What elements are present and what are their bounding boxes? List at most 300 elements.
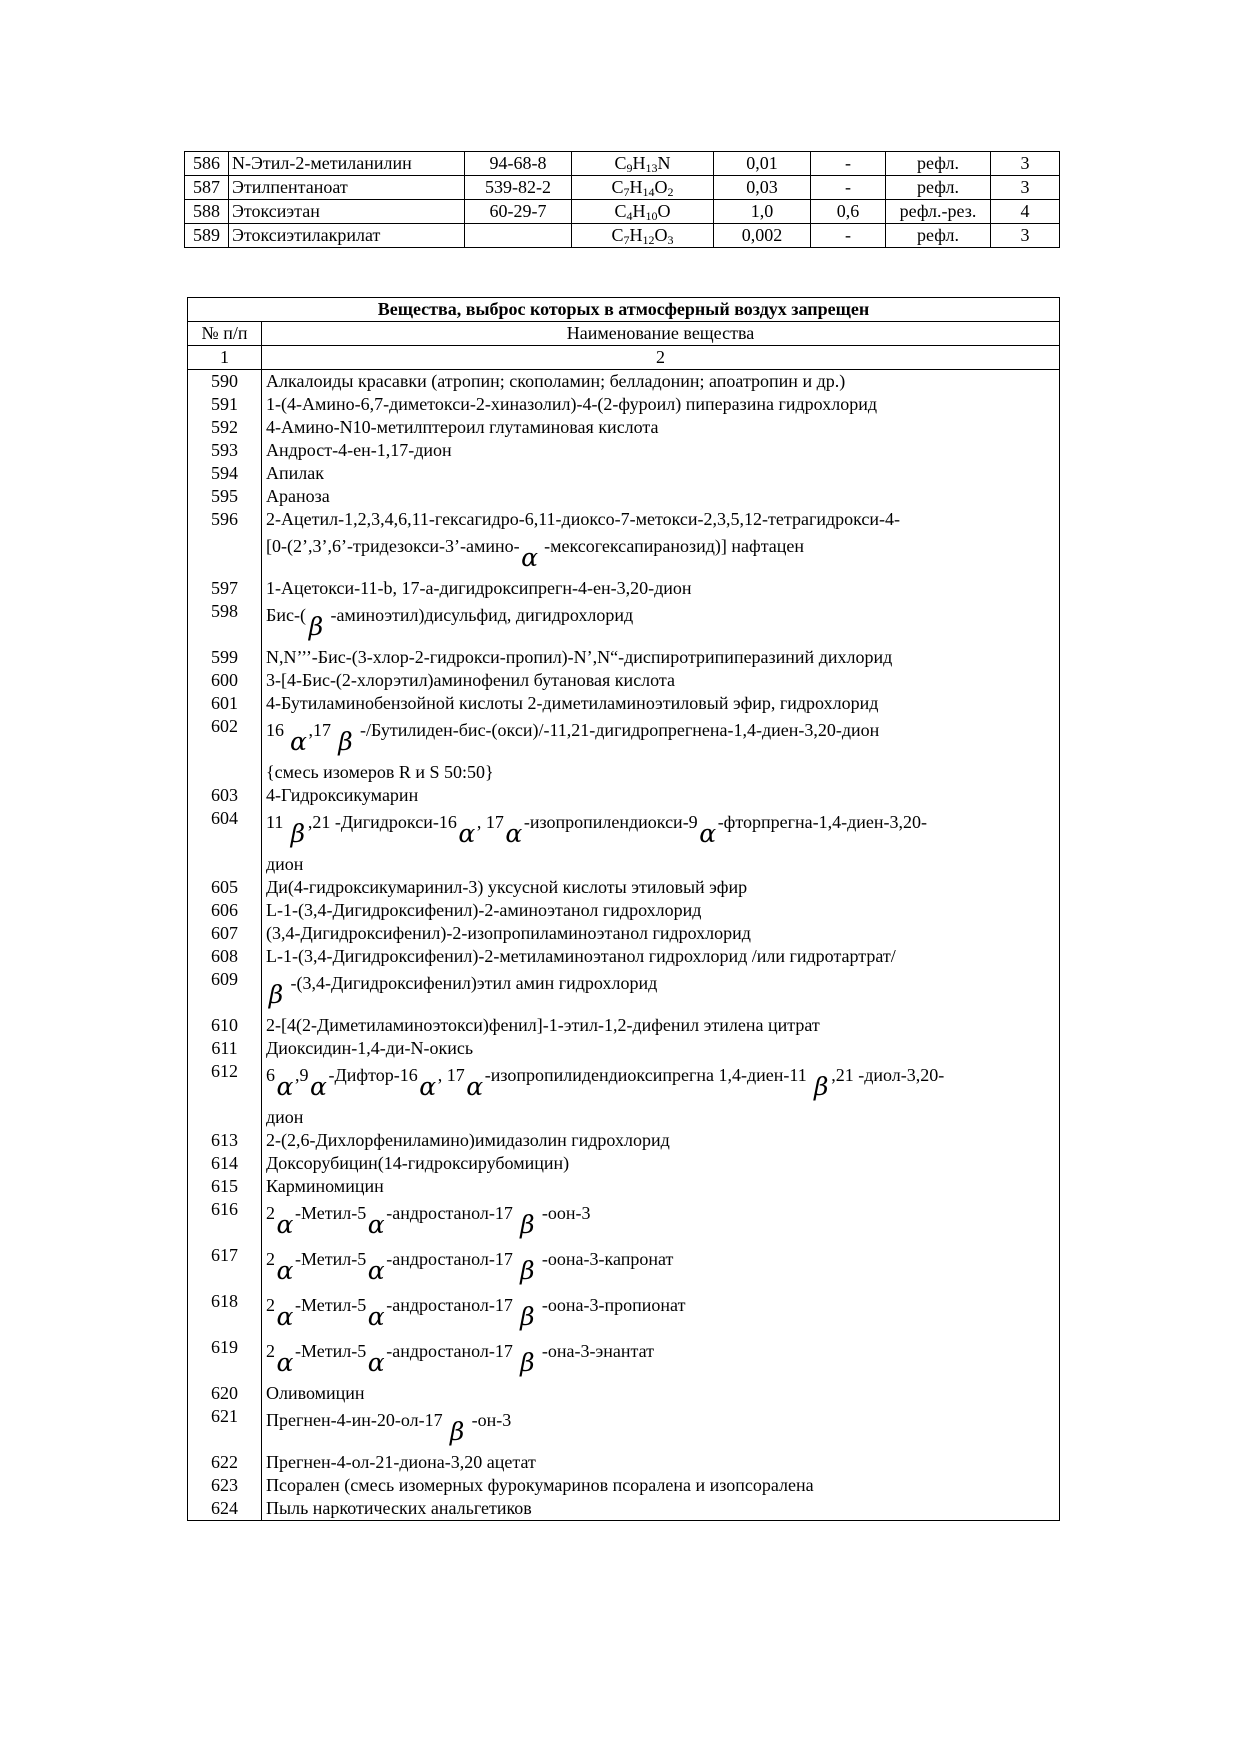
row-number: 603 (188, 784, 262, 807)
table-row (188, 485, 1060, 508)
substance-name (262, 439, 1060, 462)
name-line (266, 853, 1059, 876)
value-1: 0,03 (714, 176, 811, 200)
name-text: 1-Ацетокси-11-b, 17-а-дигидроксипрегн-4-ен-3,20-дион (266, 578, 692, 598)
row-number: 586 (185, 152, 229, 176)
formula-element: O (654, 225, 668, 245)
alpha-symbol: α (367, 1302, 385, 1331)
row-number: 592 (188, 416, 262, 439)
name-line (266, 531, 1059, 572)
beta-symbol: β (520, 1348, 535, 1377)
name-line (266, 1060, 1059, 1101)
name-text: (3,4-Дигидроксифенил)-2-изопропиламиноэтанол гидрохлорид (266, 923, 751, 943)
value-2: 0,6 (811, 200, 886, 224)
formula-element: N (657, 153, 671, 173)
formula-subscript: 9 (626, 161, 633, 175)
table-row (188, 1405, 1060, 1451)
beta-symbol: β (520, 1210, 535, 1239)
row-number: 619 (188, 1336, 262, 1382)
row-number: 623 (188, 1474, 262, 1497)
cas-number: 94-68-8 (465, 152, 572, 176)
substance-name (262, 1014, 1060, 1037)
table-row (188, 416, 1060, 439)
chemical-formula (572, 176, 714, 200)
value-2: - (811, 176, 886, 200)
substance-name (262, 784, 1060, 807)
alpha-symbol: α (458, 819, 476, 848)
name-text: ,9 (295, 1065, 309, 1085)
alpha-symbol: α (290, 727, 307, 756)
column-header-name: Наименование вещества (262, 322, 1060, 346)
column-index-number: 1 (188, 346, 262, 370)
name-line (266, 646, 1059, 669)
table-row (188, 600, 1060, 646)
name-text: 11 (266, 812, 288, 832)
name-line (266, 807, 1059, 848)
name-text: дион (266, 854, 304, 874)
name-text: -мексогексапиранозид)] нафтацен (539, 536, 805, 556)
row-number: 598 (188, 600, 262, 646)
prohibited-substances-table (187, 297, 1060, 1521)
table-row (188, 462, 1060, 485)
row-number: 620 (188, 1382, 262, 1405)
name-text: 1-(4-Амино-6,7-диметокси-2-хиназолил)-4-(2-фуроил) пиперазина гидрохлорид (266, 394, 877, 414)
name-text: Андрост-4-ен-1,17-дион (266, 440, 452, 460)
name-text: -оона-3-капронат (537, 1249, 674, 1269)
substance-name (262, 1336, 1060, 1382)
table-row (188, 439, 1060, 462)
row-number: 608 (188, 945, 262, 968)
name-text: -она-3-энантат (537, 1341, 654, 1361)
row-number: 609 (188, 968, 262, 1014)
row-number: 615 (188, 1175, 262, 1198)
row-number: 601 (188, 692, 262, 715)
value-2: - (811, 152, 886, 176)
name-line (266, 462, 1059, 485)
name-text: ,21 -диол-3,20- (831, 1065, 945, 1085)
alpha-symbol: α (276, 1348, 294, 1377)
name-line (266, 1451, 1059, 1474)
hazard-class: 3 (991, 152, 1060, 176)
name-text: дион (266, 1107, 304, 1127)
substance-name (262, 1382, 1060, 1405)
row-number: 622 (188, 1451, 262, 1474)
row-number: 610 (188, 1014, 262, 1037)
name-line (266, 876, 1059, 899)
substance-name (262, 945, 1060, 968)
table-row (188, 1060, 1060, 1129)
formula-element: O (654, 177, 668, 197)
substance-name (262, 1198, 1060, 1244)
name-line (266, 1198, 1059, 1239)
name-line (266, 1382, 1059, 1405)
name-text: Прегнен-4-ол-21-диона-3,20 ацетат (266, 1452, 536, 1472)
alpha-symbol: α (419, 1072, 437, 1101)
name-text: -андростанол-17 (386, 1341, 518, 1361)
hazard-class: 3 (991, 176, 1060, 200)
hazard-class: 4 (991, 200, 1060, 224)
name-line (266, 1405, 1059, 1446)
name-text: {смесь изомеров R и S 50:50} (266, 762, 494, 782)
beta-symbol: β (338, 727, 353, 756)
name-text: -(3,4-Дигидроксифенил)этил амин гидрохлорид (286, 973, 658, 993)
table-row (188, 968, 1060, 1014)
table-row (188, 1152, 1060, 1175)
alpha-symbol: α (367, 1210, 385, 1239)
table-row (188, 577, 1060, 600)
row-number: 616 (188, 1198, 262, 1244)
beta-symbol: β (268, 980, 284, 1009)
formula-element: C (614, 201, 627, 221)
name-line (266, 439, 1059, 462)
name-line (266, 922, 1059, 945)
formula-subscript: 4 (626, 209, 633, 223)
substance-name (262, 692, 1060, 715)
table-row (188, 370, 1060, 394)
row-number: 624 (188, 1497, 262, 1521)
name-text: -Метил-5 (295, 1341, 367, 1361)
substance-name (262, 876, 1060, 899)
name-line (266, 1152, 1059, 1175)
row-number: 605 (188, 876, 262, 899)
name-line (266, 738, 1059, 761)
name-line (266, 1014, 1059, 1037)
chemical-formula (572, 152, 714, 176)
value-1: 0,002 (714, 224, 811, 248)
substance-name (262, 715, 1060, 784)
row-number: 611 (188, 1037, 262, 1060)
name-line (266, 1290, 1059, 1331)
name-line (266, 761, 1059, 784)
alpha-symbol: α (276, 1210, 294, 1239)
alpha-symbol: α (367, 1256, 385, 1285)
substance-name (262, 393, 1060, 416)
name-line (266, 1497, 1059, 1520)
name-line (266, 784, 1059, 807)
substance-name: Этилпентаноат (229, 176, 465, 200)
cas-number: 539-82-2 (465, 176, 572, 200)
row-number: 606 (188, 899, 262, 922)
alpha-symbol: α (521, 543, 539, 572)
table-row (188, 1290, 1060, 1336)
name-text: -он-3 (467, 1410, 512, 1430)
table-row (188, 1198, 1060, 1244)
name-text: N,N’’’-Бис-(3-хлор-2-гидрокси-пропил)-N’,N“-диспиротрипиперазиний дихлорид (266, 647, 893, 667)
name-text: ,21 -Дигидрокси-16 (307, 812, 457, 832)
substance-name (262, 899, 1060, 922)
table-row (188, 508, 1060, 577)
name-text: 4-Гидроксикумарин (266, 785, 419, 805)
row-number: 590 (188, 370, 262, 394)
name-text: 2-[4(2-Диметиламиноэтокси)фенил]-1-этил-1,2-дифенил этилена цитрат (266, 1015, 820, 1035)
substance-name (262, 669, 1060, 692)
formula-subscript: 7 (623, 185, 630, 199)
name-line (266, 393, 1059, 416)
column-header-number: № п/п (188, 322, 262, 346)
formula-subscript: 10 (645, 209, 658, 223)
name-text: 2 (266, 1203, 275, 1223)
name-text: 16 (266, 720, 289, 740)
row-number: 589 (185, 224, 229, 248)
table-row (188, 393, 1060, 416)
name-text: 2-Ацетил-1,2,3,4,6,11-гексагидро-6,11-диоксо-7-метокси-2,3,5,12-тетрагидрокси-4- (266, 509, 901, 529)
name-text: -фторпрегна-1,4-диен-3,20- (717, 812, 927, 832)
formula-subscript: 7 (623, 233, 630, 247)
name-text: -андростанол-17 (386, 1249, 518, 1269)
formula-subscript: 12 (642, 233, 655, 247)
name-text: Ди(4-гидроксикумаринил-3) уксусной кислоты этиловый эфир (266, 877, 748, 897)
method: рефл. (886, 152, 991, 176)
name-line (266, 945, 1059, 968)
name-text: Пыль наркотических анальгетиков (266, 1498, 532, 1518)
name-text: -Метил-5 (295, 1203, 367, 1223)
name-line (266, 508, 1059, 531)
formula-subscript: 2 (667, 185, 674, 199)
name-text: -аминоэтил)дисульфид, дигидрохлорид (325, 605, 634, 625)
row-number: 596 (188, 508, 262, 577)
formula-element: C (611, 177, 624, 197)
table-row (188, 807, 1060, 876)
beta-symbol: β (308, 612, 324, 641)
substance-name (262, 1290, 1060, 1336)
row-number: 594 (188, 462, 262, 485)
formula-element: C (611, 225, 624, 245)
table-row (188, 1129, 1060, 1152)
name-line (266, 1083, 1059, 1106)
row-number: 599 (188, 646, 262, 669)
name-line (266, 692, 1059, 715)
name-line (266, 899, 1059, 922)
emissions-table (184, 151, 1060, 248)
name-text: -андростанол-17 (386, 1295, 518, 1315)
substance-name (262, 1152, 1060, 1175)
name-text: [0-(2’,3’,6’-тридезокси-3’-амино- (266, 536, 520, 556)
row-number: 607 (188, 922, 262, 945)
alpha-symbol: α (505, 819, 523, 848)
substance-name (262, 508, 1060, 577)
name-text: 6 (266, 1065, 275, 1085)
name-text: -оона-3-пропионат (537, 1295, 686, 1315)
name-text: , 17 (437, 1065, 465, 1085)
row-number: 588 (185, 200, 229, 224)
beta-symbol: β (449, 1417, 465, 1446)
formula-element: H (632, 153, 646, 173)
formula-element: H (629, 177, 643, 197)
alpha-symbol: α (367, 1348, 385, 1377)
substance-name (262, 1244, 1060, 1290)
table-row (188, 1451, 1060, 1474)
name-line (266, 669, 1059, 692)
formula-subscript: 13 (645, 161, 658, 175)
name-text: -изопропилендиокси-9 (523, 812, 698, 832)
row-number: 597 (188, 577, 262, 600)
table-row (188, 692, 1060, 715)
value-1: 1,0 (714, 200, 811, 224)
value-2: - (811, 224, 886, 248)
name-text: Доксорубицин(14-гидроксирубомицин) (266, 1153, 570, 1173)
table-row (188, 784, 1060, 807)
row-number: 587 (185, 176, 229, 200)
table-row (188, 945, 1060, 968)
substance-name: N-Этил-2-метиланилин (229, 152, 465, 176)
substance-name (262, 646, 1060, 669)
name-text: , 17 (476, 812, 504, 832)
name-line (266, 1037, 1059, 1060)
substance-name (262, 600, 1060, 646)
alpha-symbol: α (276, 1302, 294, 1331)
row-number: 621 (188, 1405, 262, 1451)
name-text: Бис-( (266, 605, 306, 625)
formula-subscript: 14 (642, 185, 655, 199)
name-text: -Метил-5 (295, 1295, 367, 1315)
table-row (188, 1244, 1060, 1290)
row-number: 604 (188, 807, 262, 876)
name-text: 4-Амино-N10-метилптероил глутаминовая кислота (266, 417, 659, 437)
name-text: -/Бутилиден-бис-(окси)/-11,21-дигидропрегнена-1,4-диен-3,20-дион (355, 720, 880, 740)
name-text: -оон-3 (537, 1203, 591, 1223)
method: рефл. (886, 224, 991, 248)
name-text: 2 (266, 1341, 275, 1361)
name-text: -изопропилидендиоксипрегна 1,4-диен-11 (484, 1065, 812, 1085)
substance-name (262, 922, 1060, 945)
table-row (188, 669, 1060, 692)
beta-symbol: β (813, 1072, 829, 1101)
name-line (266, 416, 1059, 439)
name-text: 2 (266, 1249, 275, 1269)
table-row (188, 646, 1060, 669)
row-number: 593 (188, 439, 262, 462)
table-row (188, 1014, 1060, 1037)
table-row (188, 1175, 1060, 1198)
name-line (266, 1244, 1059, 1285)
chemical-formula (572, 224, 714, 248)
table-row (188, 876, 1060, 899)
chemical-formula (572, 200, 714, 224)
formula-subscript: 3 (667, 233, 674, 247)
table-row (185, 152, 1060, 176)
name-text: 2-(2,6-Дихлорфениламино)имидазолин гидрохлорид (266, 1130, 670, 1150)
table-title: Вещества, выброс которых в атмосферный воздух запрещен (188, 298, 1060, 322)
formula-element: O (657, 201, 671, 221)
alpha-symbol: α (310, 1072, 327, 1101)
name-line (266, 1106, 1059, 1129)
substance-name (262, 1474, 1060, 1497)
name-line (266, 1175, 1059, 1198)
cas-number: 60-29-7 (465, 200, 572, 224)
name-text: -Дифтор-16 (328, 1065, 418, 1085)
name-text: Прегнен-4-ин-20-ол-17 (266, 1410, 448, 1430)
substance-name (262, 1451, 1060, 1474)
name-line (266, 968, 1059, 1009)
alpha-symbol: α (276, 1072, 294, 1101)
table-row (188, 715, 1060, 784)
row-number: 612 (188, 1060, 262, 1129)
table-row (188, 899, 1060, 922)
name-text: Апилак (266, 463, 324, 483)
row-number: 602 (188, 715, 262, 784)
name-line (266, 1336, 1059, 1377)
substance-name: Этоксиэтан (229, 200, 465, 224)
table-row (185, 176, 1060, 200)
alpha-symbol: α (466, 1072, 484, 1101)
name-text: Диоксидин-1,4-ди-N-окись (266, 1038, 474, 1058)
table-row (188, 922, 1060, 945)
row-number: 614 (188, 1152, 262, 1175)
table-row (185, 224, 1060, 248)
row-number: 613 (188, 1129, 262, 1152)
name-text: Алкалоиды красавки (атропин; скополамин; белладонин; апоатропин и др.) (266, 371, 846, 391)
alpha-symbol: α (699, 819, 717, 848)
name-text: 3-[4-Бис-(2-хлорэтил)аминофенил бутановая кислота (266, 670, 675, 690)
name-line (266, 715, 1059, 756)
substance-name (262, 577, 1060, 600)
table-row (188, 1037, 1060, 1060)
method: рефл. (886, 176, 991, 200)
name-text: Карминомицин (266, 1176, 384, 1196)
name-line (266, 577, 1059, 600)
name-text: -андростанол-17 (386, 1203, 518, 1223)
table-row (188, 1382, 1060, 1405)
substance-name (262, 416, 1060, 439)
substance-name (262, 968, 1060, 1014)
substance-name (262, 462, 1060, 485)
name-text: ,17 (308, 720, 336, 740)
name-line (266, 370, 1059, 393)
table-row (185, 200, 1060, 224)
beta-symbol: β (290, 819, 306, 848)
name-line (266, 485, 1059, 508)
substance-name (262, 370, 1060, 394)
name-text: L-1-(3,4-Дигидроксифенил)-2-аминоэтанол гидрохлорид (266, 900, 702, 920)
substance-name (262, 1405, 1060, 1451)
beta-symbol: β (520, 1302, 535, 1331)
value-1: 0,01 (714, 152, 811, 176)
table-row (188, 1336, 1060, 1382)
formula-element: H (629, 225, 643, 245)
name-text: L-1-(3,4-Дигидроксифенил)-2-метиламиноэтанол гидрохлорид /или гидротартрат/ (266, 946, 896, 966)
substance-name (262, 807, 1060, 876)
substance-name (262, 1060, 1060, 1129)
substance-name (262, 1175, 1060, 1198)
name-text: -Метил-5 (295, 1249, 367, 1269)
name-line (266, 830, 1059, 853)
method: рефл.-рез. (886, 200, 991, 224)
substance-name (262, 1037, 1060, 1060)
hazard-class: 3 (991, 224, 1060, 248)
column-index-name: 2 (262, 346, 1060, 370)
name-text: 2 (266, 1295, 275, 1315)
name-text: Оливомицин (266, 1383, 365, 1403)
name-text: Араноза (266, 486, 330, 506)
row-number: 617 (188, 1244, 262, 1290)
row-number: 595 (188, 485, 262, 508)
row-number: 591 (188, 393, 262, 416)
substance-name (262, 485, 1060, 508)
row-number: 618 (188, 1290, 262, 1336)
cas-number (465, 224, 572, 248)
substance-name (262, 1497, 1060, 1521)
table-row (188, 1497, 1060, 1521)
formula-element: C (614, 153, 627, 173)
name-text: Псорален (смесь изомерных фурокумаринов псоралена и изопсоралена (266, 1475, 814, 1495)
row-number: 600 (188, 669, 262, 692)
alpha-symbol: α (276, 1256, 294, 1285)
substance-name (262, 1129, 1060, 1152)
table-row (188, 1474, 1060, 1497)
name-line (266, 600, 1059, 641)
substance-name: Этоксиэтилакрилат (229, 224, 465, 248)
name-text: 4-Бутиламинобензойной кислоты 2-диметиламиноэтиловый эфир, гидрохлорид (266, 693, 879, 713)
